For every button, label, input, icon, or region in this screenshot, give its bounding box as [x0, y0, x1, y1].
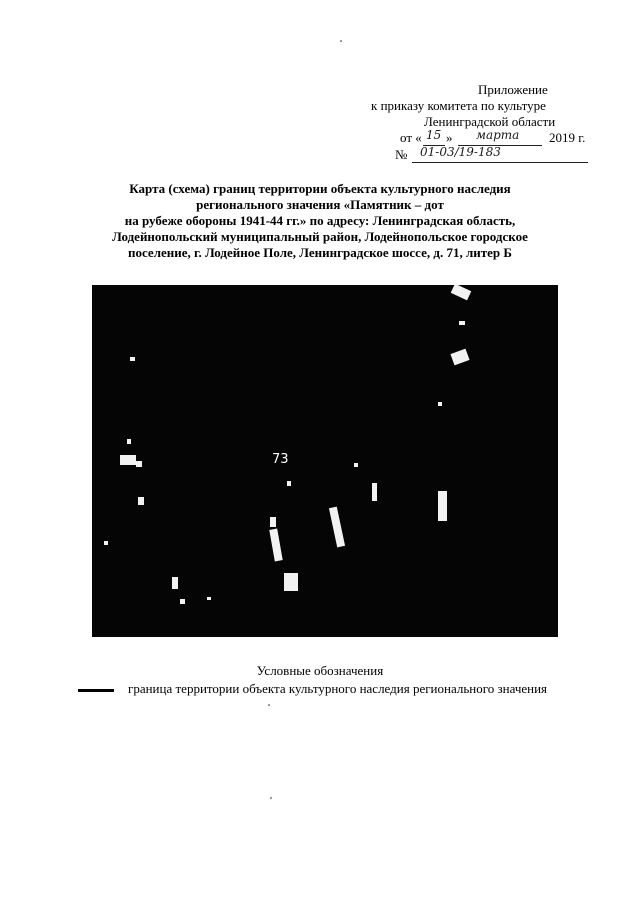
legend-boundary-description: граница территории объекта культурного наследия регионального значения	[128, 681, 548, 696]
appendix-region: Ленинградской области	[424, 114, 556, 129]
map-feature	[451, 285, 472, 300]
map-feature	[438, 402, 442, 406]
map-feature	[329, 507, 345, 548]
map-feature	[130, 357, 135, 361]
map-feature	[450, 349, 469, 366]
date-day: 15	[426, 128, 442, 142]
date-month: марта	[476, 128, 520, 142]
legend-heading: Условные обозначения	[256, 663, 384, 678]
appendix-label: Приложение	[478, 82, 548, 97]
appendix-order-reference: к приказу комитета по культуре	[371, 98, 546, 113]
map-feature	[120, 455, 136, 465]
date-prefix: от «	[400, 130, 422, 145]
map-title-line-5: поселение, г. Лодейное Поле, Ленинградское шоссе, д. 71, литер Б	[128, 245, 512, 260]
map-feature	[269, 529, 282, 562]
map-feature	[354, 463, 358, 467]
map-feature	[270, 517, 276, 527]
date-mid: »	[446, 130, 453, 145]
number-underline	[412, 162, 588, 163]
map-feature	[127, 439, 131, 444]
map-feature	[207, 597, 211, 600]
scan-dot	[268, 704, 270, 706]
map-feature	[136, 461, 142, 467]
map-title-line-2: регионального значения «Памятник – дот	[196, 197, 444, 212]
number-value: 01-03/19-183	[420, 145, 501, 159]
map-feature	[438, 491, 447, 521]
map-title-line-4: Лодейнопольский муниципальный район, Лодейнопольское городское	[112, 229, 528, 244]
date-year: 2019 г.	[549, 130, 586, 145]
map-title-line-3: на рубеже обороны 1941-44 гг.» по адресу: Ленинградская область,	[124, 213, 516, 228]
scan-dot	[270, 797, 272, 799]
map-feature	[180, 599, 185, 604]
scan-dot	[340, 40, 342, 42]
map-feature	[284, 573, 298, 591]
boundary-line-swatch	[78, 689, 114, 692]
map-feature	[172, 577, 178, 589]
boundary-map	[92, 285, 558, 637]
map-feature	[372, 483, 377, 501]
map-feature	[104, 541, 108, 545]
map-feature	[138, 497, 144, 505]
map-feature	[459, 321, 465, 325]
map-feature	[287, 481, 291, 486]
number-prefix: №	[395, 147, 408, 162]
map-title-line-1: Карта (схема) границ территории объекта культурного наследия	[129, 181, 511, 196]
map-object-number: 73	[272, 452, 289, 467]
